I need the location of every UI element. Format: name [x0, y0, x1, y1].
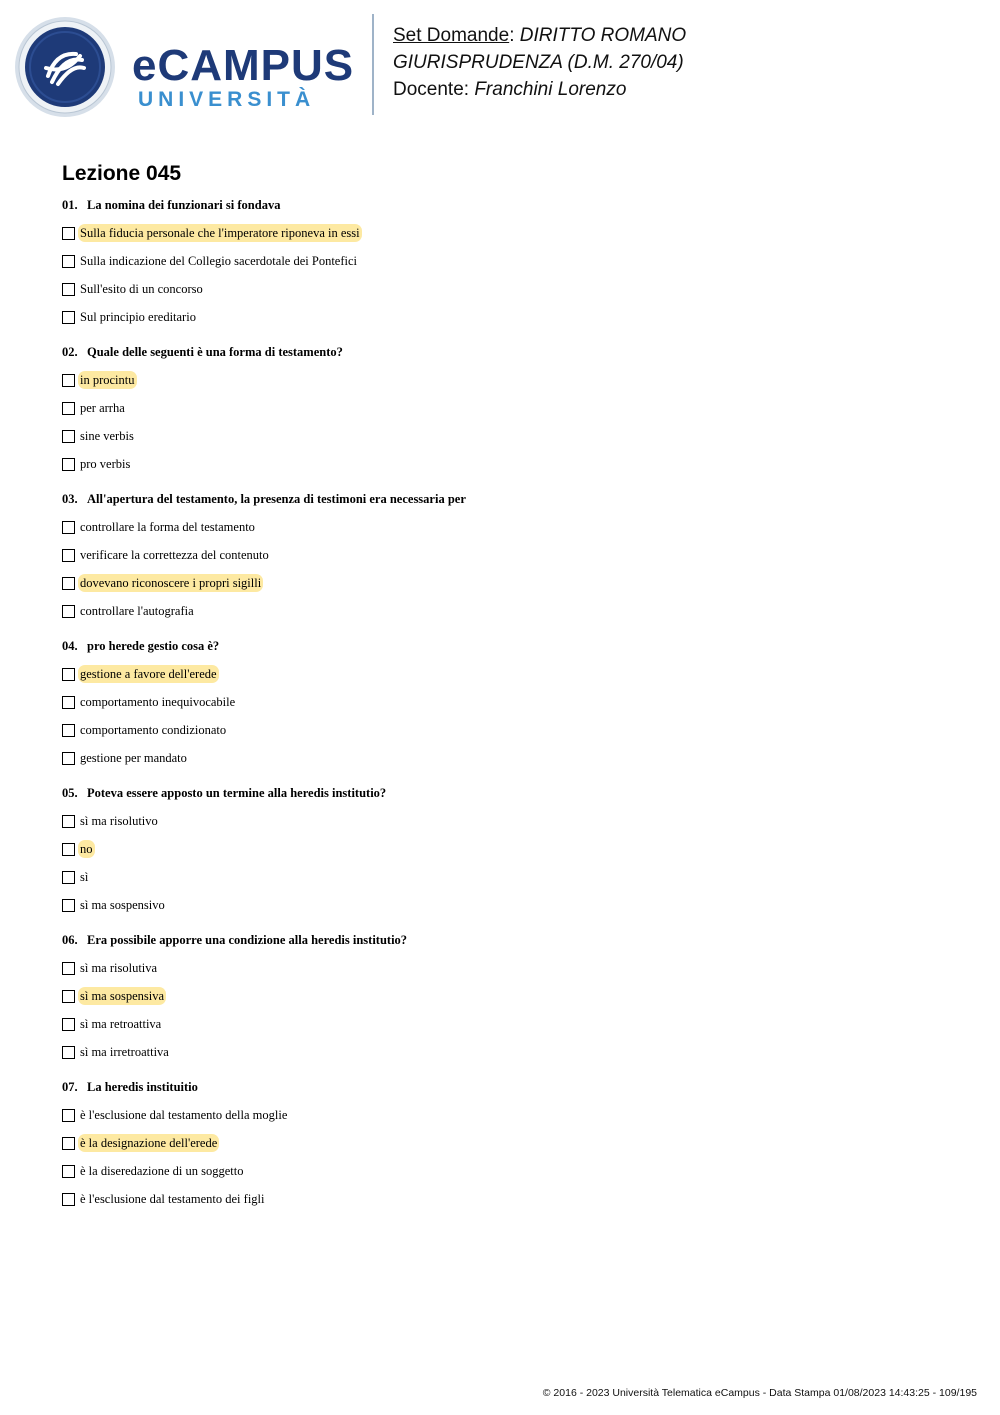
- checkbox-icon[interactable]: [62, 843, 75, 856]
- checkbox-icon[interactable]: [62, 402, 75, 415]
- question-text: [62, 932, 942, 948]
- answer-text: sì ma sospensiva: [80, 989, 165, 1003]
- question-number: 01.: [62, 198, 78, 212]
- answer-option[interactable]: [62, 513, 942, 541]
- answer-option[interactable]: [62, 954, 942, 982]
- answer-option[interactable]: [62, 422, 942, 450]
- question-label: La nomina dei funzionari si fondava: [87, 198, 281, 212]
- answer-text: è la diseredazione di un soggetto: [80, 1164, 244, 1178]
- answer-text: Sul principio ereditario: [80, 310, 196, 324]
- answer-option-correct[interactable]: [62, 366, 942, 394]
- checkbox-icon[interactable]: [62, 374, 75, 387]
- checkbox-icon[interactable]: [62, 1018, 75, 1031]
- answer-text: per arrha: [80, 401, 125, 415]
- checkbox-icon[interactable]: [62, 605, 75, 618]
- set-label: Set Domande: [393, 25, 510, 46]
- checkbox-icon[interactable]: [62, 1109, 75, 1122]
- question-label: Quale delle seguenti è una forma di testamento?: [87, 345, 343, 359]
- set-line: Set Domande: DIRITTO ROMANO: [393, 25, 687, 46]
- answer-text: sì ma risolutiva: [80, 961, 158, 975]
- university-seal-logo: [14, 16, 116, 118]
- answer-text: è l'esclusione dal testamento della moglie: [80, 1108, 288, 1122]
- answer-text: comportamento inequivocabile: [80, 695, 236, 709]
- answer-text: sì ma retroattiva: [80, 1017, 162, 1031]
- wordmark-universita: UNIVERSITÀ: [138, 88, 316, 111]
- answer-option[interactable]: [62, 1185, 942, 1213]
- answer-option-correct[interactable]: [62, 569, 942, 597]
- answer-option[interactable]: [62, 716, 942, 744]
- question-1: [62, 197, 942, 331]
- checkbox-icon[interactable]: [62, 752, 75, 765]
- answer-option[interactable]: [62, 450, 942, 478]
- set-value: DIRITTO ROMANO: [519, 25, 687, 46]
- course-info: [393, 22, 686, 103]
- answer-text: comportamento condizionato: [80, 723, 227, 737]
- answer-option[interactable]: [62, 1038, 942, 1066]
- checkbox-icon[interactable]: [62, 1137, 75, 1150]
- course-line: [393, 49, 686, 76]
- checkbox-icon[interactable]: [62, 899, 75, 912]
- answer-text: dovevano riconoscere i propri sigilli: [80, 576, 262, 590]
- docente-label: Docente:: [393, 79, 470, 100]
- checkbox-icon[interactable]: [62, 815, 75, 828]
- answer-text: sì ma irretroattiva: [80, 1045, 169, 1059]
- checkbox-icon[interactable]: [62, 577, 75, 590]
- question-label: Era possibile apporre una condizione alla heredis institutio?: [87, 933, 408, 947]
- answer-text: sì ma risolutivo: [80, 814, 158, 828]
- checkbox-icon[interactable]: [62, 311, 75, 324]
- answer-option-correct[interactable]: [62, 660, 942, 688]
- question-7: [62, 1079, 942, 1213]
- answer-text: in procintu: [80, 373, 135, 387]
- answer-option[interactable]: [62, 597, 942, 625]
- checkbox-icon[interactable]: [62, 227, 75, 240]
- answer-option-correct[interactable]: [62, 982, 942, 1010]
- lesson-title: Lezione 045: [62, 162, 182, 185]
- question-list: [62, 197, 942, 1226]
- question-number: 05.: [62, 786, 78, 800]
- question-text: [62, 638, 942, 654]
- checkbox-icon[interactable]: [62, 1193, 75, 1206]
- answer-option[interactable]: [62, 891, 942, 919]
- answer-option-correct[interactable]: [62, 835, 942, 863]
- answer-option[interactable]: [62, 1010, 942, 1038]
- checkbox-icon[interactable]: [62, 430, 75, 443]
- answer-option-correct[interactable]: [62, 1129, 942, 1157]
- question-number: 02.: [62, 345, 78, 359]
- checkbox-icon[interactable]: [62, 549, 75, 562]
- answer-text: sì: [80, 870, 89, 884]
- question-2: [62, 344, 942, 478]
- question-4: [62, 638, 942, 772]
- question-label: pro herede gestio cosa è?: [87, 639, 220, 653]
- checkbox-icon[interactable]: [62, 668, 75, 681]
- answer-text: verificare la correttezza del contenuto: [80, 548, 269, 562]
- checkbox-icon[interactable]: [62, 1046, 75, 1059]
- answer-text: controllare la forma del testamento: [80, 520, 255, 534]
- question-6: [62, 932, 942, 1066]
- question-text: [62, 197, 942, 213]
- checkbox-icon[interactable]: [62, 255, 75, 268]
- answer-text: Sull'esito di un concorso: [80, 282, 203, 296]
- answer-option[interactable]: [62, 303, 942, 331]
- question-number: 04.: [62, 639, 78, 653]
- question-text: [62, 1079, 942, 1095]
- question-3: [62, 491, 942, 625]
- answer-text: sì ma sospensivo: [80, 898, 165, 912]
- answer-text: è l'esclusione dal testamento dei figli: [80, 1192, 265, 1206]
- answer-option[interactable]: [62, 247, 942, 275]
- question-label: Poteva essere apposto un termine alla heredis institutio?: [87, 786, 387, 800]
- answer-option[interactable]: [62, 807, 942, 835]
- checkbox-icon[interactable]: [62, 871, 75, 884]
- answer-option[interactable]: [62, 541, 942, 569]
- answer-option[interactable]: [62, 744, 942, 772]
- header-divider: [372, 14, 374, 115]
- question-5: [62, 785, 942, 919]
- docente-name: Franchini Lorenzo: [474, 79, 627, 100]
- question-number: 03.: [62, 492, 78, 506]
- answer-text: gestione a favore dell'erede: [80, 667, 217, 681]
- answer-text: no: [80, 842, 93, 856]
- question-number: 06.: [62, 933, 78, 947]
- checkbox-icon[interactable]: [62, 990, 75, 1003]
- question-label: All'apertura del testamento, la presenza di testimoni era necessaria per: [87, 492, 466, 506]
- answer-option[interactable]: [62, 688, 942, 716]
- wordmark-ecampus: eCAMPUS: [132, 41, 355, 90]
- question-text: [62, 785, 942, 801]
- answer-text: sine verbis: [80, 429, 134, 443]
- answer-option[interactable]: [62, 863, 942, 891]
- course-name: GIURISPRUDENZA (D.M. 270/04): [393, 52, 684, 73]
- checkbox-icon[interactable]: [62, 458, 75, 471]
- checkbox-icon[interactable]: [62, 696, 75, 709]
- answer-text: Sulla indicazione del Collegio sacerdotale dei Pontefici: [80, 254, 357, 268]
- docente-line: [393, 76, 686, 103]
- answer-text: è la designazione dell'erede: [80, 1136, 218, 1150]
- answer-option[interactable]: [62, 1101, 942, 1129]
- answer-option[interactable]: [62, 1157, 942, 1185]
- ecampus-wordmark: [132, 41, 355, 112]
- page-header: [0, 0, 1000, 130]
- answer-text: controllare l'autografia: [80, 604, 194, 618]
- checkbox-icon[interactable]: [62, 1165, 75, 1178]
- question-label: La heredis instituitio: [87, 1080, 198, 1094]
- page-footer: © 2016 - 2023 Università Telematica eCampus - Data Stampa 01/08/2023 14:43:25 - 109/195: [542, 1387, 977, 1399]
- checkbox-icon[interactable]: [62, 283, 75, 296]
- answer-text: pro verbis: [80, 457, 131, 471]
- answer-text: gestione per mandato: [80, 751, 187, 765]
- checkbox-icon[interactable]: [62, 521, 75, 534]
- answer-option-correct[interactable]: [62, 219, 942, 247]
- answer-text: Sulla fiducia personale che l'imperatore riponeva in essi: [80, 226, 360, 240]
- question-number: 07.: [62, 1080, 78, 1094]
- question-text: [62, 344, 942, 360]
- answer-option[interactable]: [62, 275, 942, 303]
- answer-option[interactable]: [62, 394, 942, 422]
- checkbox-icon[interactable]: [62, 724, 75, 737]
- question-text: [62, 491, 942, 507]
- checkbox-icon[interactable]: [62, 962, 75, 975]
